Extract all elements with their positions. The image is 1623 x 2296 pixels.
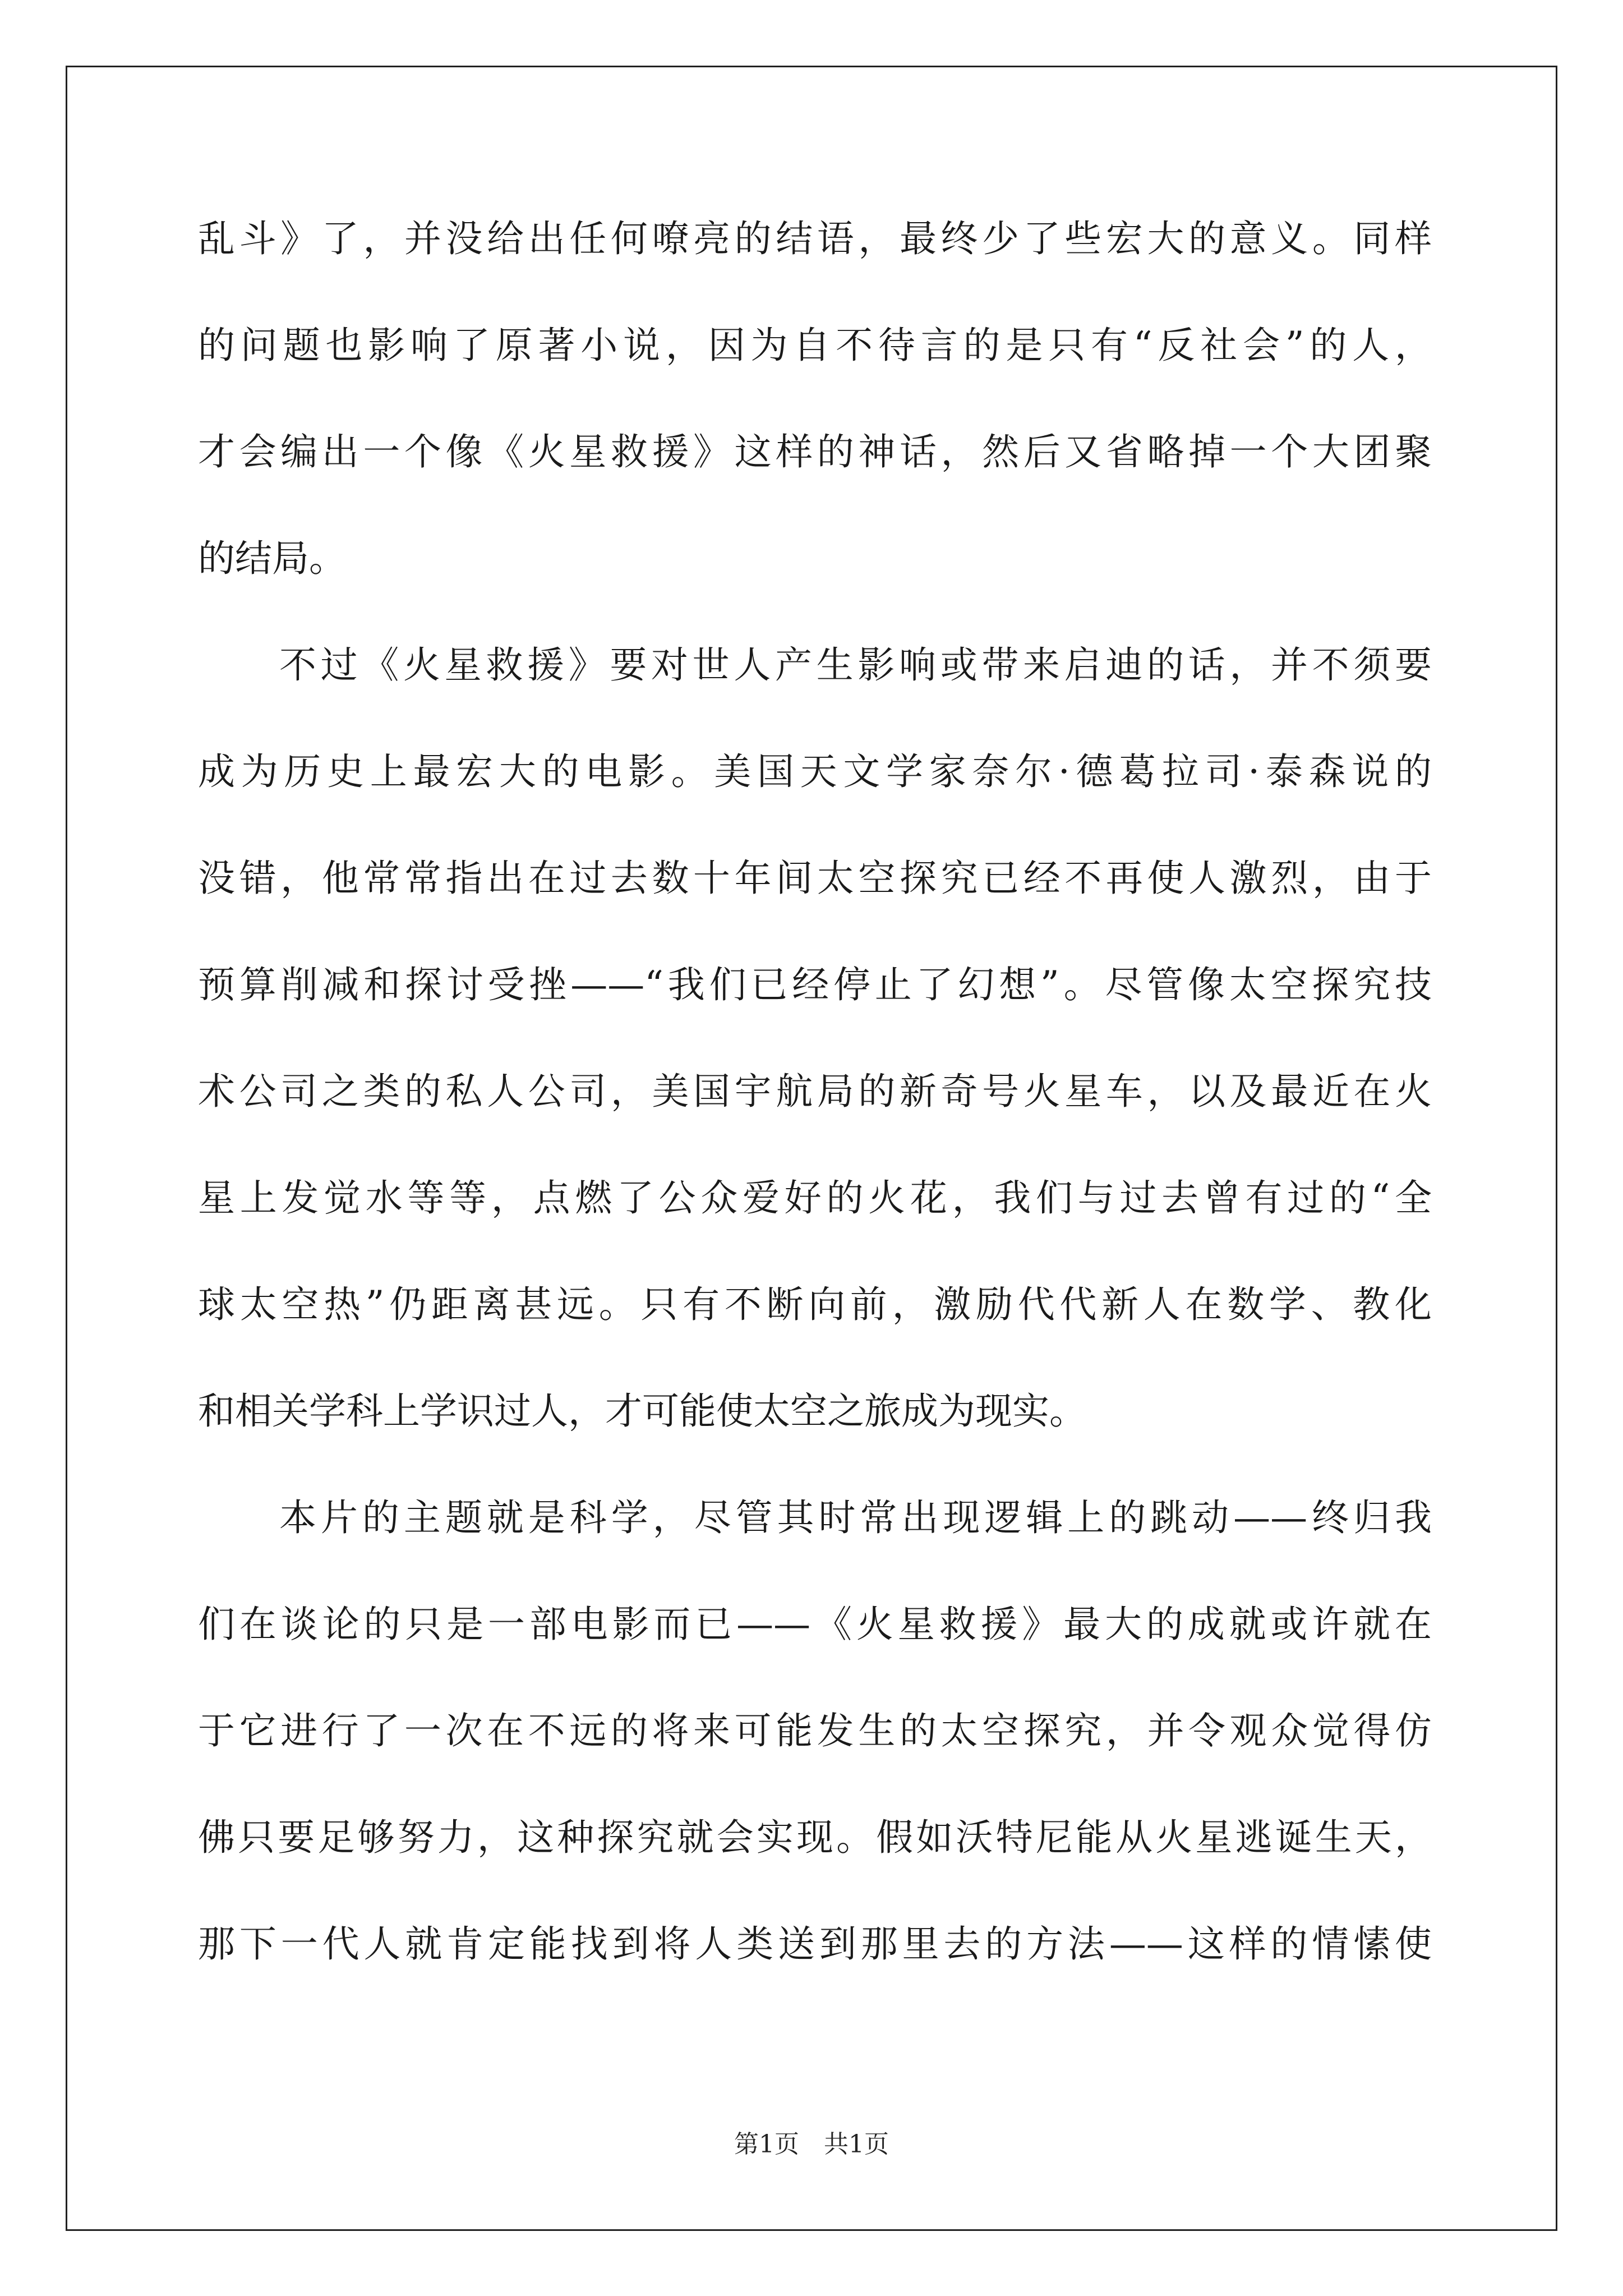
text-line: 球太空热”仍距离甚远。只有不断向前，激励代代新人在数学、教化 [198, 1283, 1432, 1326]
text-line: 们在谈论的只是一部电影而已——《火星救援》最大的成就或许就在 [198, 1603, 1432, 1646]
text-line: 术公司之类的私人公司，美国宇航局的新奇号火星车，以及最近在火 [198, 1070, 1432, 1113]
text-line: 预算削减和探讨受挫——“我们已经停止了幻想”。尽管像太空探究技 [198, 963, 1432, 1006]
text-line: 星上发觉水等等，点燃了公众爱好的火花，我们与过去曾有过的“全 [198, 1176, 1432, 1220]
text-line: 佛只要足够努力，这种探究就会实现。假如沃特尼能从火星逃诞生天， [198, 1816, 1432, 1859]
document-body [198, 208, 1432, 2019]
text-line: 本片的主题就是科学，尽管其时常出现逻辑上的跳动——终归我 [279, 1496, 1432, 1539]
text-line: 和相关学科上学识过人，才可能使太空之旅成为现实。 [198, 1389, 1086, 1433]
text-line: 成为历史上最宏大的电影。美国天文学家奈尔·德葛拉司·泰森说的 [198, 750, 1432, 793]
text-line: 才会编出一个像《火星救援》这样的神话，然后又省略掉一个大团聚 [198, 430, 1432, 473]
text-line: 乱斗》了，并没给出任何嘹亮的结语，最终少了些宏大的意义。同样 [198, 217, 1432, 260]
text-line: 于它进行了一次在不远的将来可能发生的太空探究，并令观众觉得仿 [198, 1709, 1432, 1752]
text-line: 的问题也影响了原著小说，因为自不待言的是只有“反社会”的人， [198, 324, 1432, 367]
text-line: 那下一代人就肯定能找到将人类送到那里去的方法——这样的情愫使 [198, 1922, 1432, 1966]
text-line: 的结局。 [198, 537, 346, 580]
text-line: 不过《火星救援》要对世人产生影响或带来启迪的话，并不须要 [279, 643, 1432, 687]
text-line: 没错，他常常指出在过去数十年间太空探究已经不再使人激烈，由于 [198, 857, 1432, 900]
page-number-footer: 第1页 共1页 [734, 2130, 889, 2159]
